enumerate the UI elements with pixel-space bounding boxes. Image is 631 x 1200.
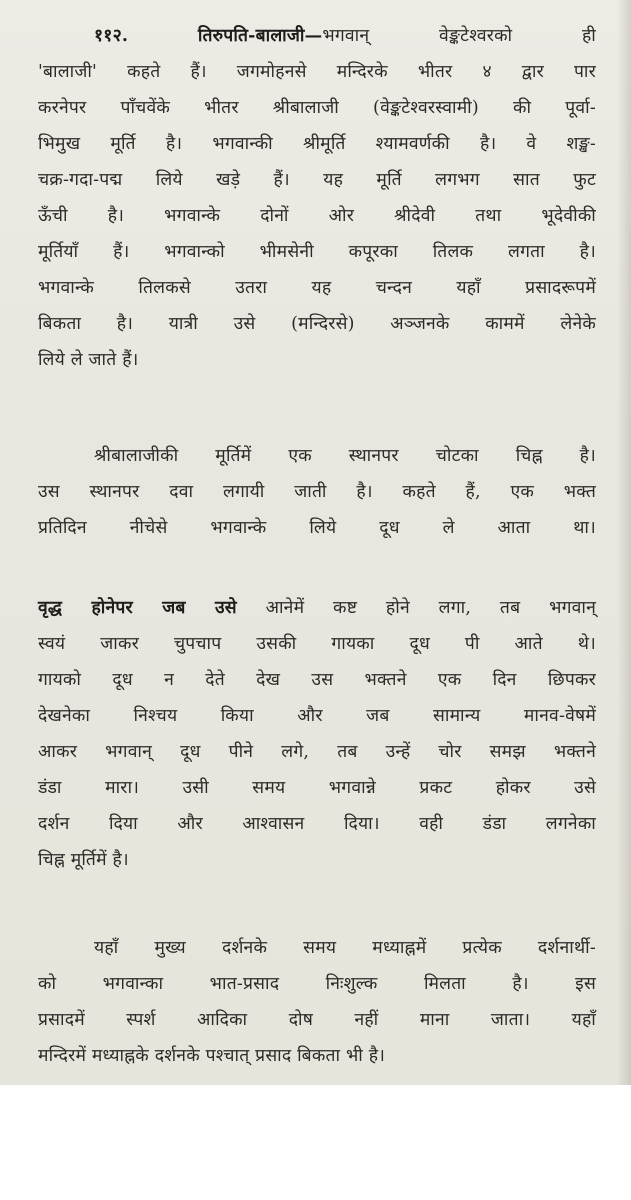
text-line: स्वयं जाकर चुपचाप उसकी गायका दूध पी आते थे। — [38, 634, 596, 654]
text-line: 'बालाजी' कहते हैं। जगमोहनसे मन्दिरके भीतर ४ द्वार पार — [38, 62, 596, 82]
text-line-content: भगवान् वेङ्कटेश्वरको ही — [322, 26, 597, 46]
text-line: भगवान्के तिलकसे उतरा यह चन्दन यहाँ प्रसादरूपमें — [38, 278, 596, 298]
text-line: करनेपर पाँचवेंके भीतर श्रीबालाजी (वेङ्कटेश्वरस्वामी) की पूर्वा- — [38, 98, 596, 118]
text-line: डंडा मारा। उसी समय भगवान्ने प्रकट होकर उसे — [38, 778, 596, 798]
section-title: तिरुपति-बालाजी— — [197, 26, 323, 46]
text-line: आकर भगवान् दूध पीने लगे, तब उन्हें चोर समझ भक्तने — [38, 742, 596, 762]
text-line-lead: वृद्ध होनेपर जब उसे — [38, 598, 237, 618]
text-line: चिह्न मूर्तिमें है। — [38, 850, 129, 870]
text-line: प्रतिदिन नीचेसे भगवान्के लिये दूध ले आता था। — [38, 518, 596, 538]
text-line: मन्दिरमें मध्याह्नके दर्शनके पश्चात् प्रसाद बिकता भी है। — [38, 1046, 386, 1066]
text-line: ऊँची है। भगवान्के दोनों ओर श्रीदेवी तथा भूदेवीकी — [38, 206, 596, 226]
text-line: दर्शन दिया और आश्वासन दिया। वही डंडा लगनेका — [38, 814, 596, 834]
text-line: उस स्थानपर दवा लगायी जाती है। कहते हैं, एक भक्त — [38, 482, 596, 502]
text-line: देखनेका निश्चय किया और जब सामान्य मानव-वेषमें — [38, 706, 596, 726]
paragraph-tirupati-balaji — [38, 18, 596, 378]
text-line — [38, 18, 596, 54]
text-line: चक्र-गदा-पद्म लिये खड़े हैं। यह मूर्ति लगभग सात फुट — [38, 170, 596, 190]
paragraph-devotee-story — [38, 590, 596, 878]
paragraph-mark-on-idol — [38, 438, 596, 546]
text-line: श्रीबालाजीकी मूर्तिमें एक स्थानपर चोटका चिह्न है। — [94, 446, 596, 466]
text-line: गायको दूध न देते देख उस भक्तने एक दिन छिपकर — [38, 670, 596, 690]
text-line: भिमुख मूर्ति है। भगवान्की श्रीमूर्ति श्यामवर्णकी है। वे शङ्ख- — [38, 134, 596, 154]
text-line: को भगवान्का भात-प्रसाद निःशुल्क मिलता है। इस — [38, 974, 596, 994]
text-line: बिकता है। यात्री उसे (मन्दिरसे) अञ्जनके काममें लेनेके — [38, 314, 596, 334]
text-line: मूर्तियाँ हैं। भगवान्को भीमसेनी कपूरका तिलक लगता है। — [38, 242, 596, 262]
text-line: लिये ले जाते हैं। — [38, 350, 139, 370]
text-line: प्रसादमें स्पर्श आदिका दोष नहीं माना जाता। यहाँ — [38, 1010, 596, 1030]
section-number: ११२. — [94, 26, 129, 46]
paragraph-prasad — [38, 930, 596, 1074]
text-line-content: आनेमें कष्ट होने लगा, तब भगवान् — [265, 598, 596, 618]
text-line — [38, 590, 596, 626]
text-line: यहाँ मुख्य दर्शनके समय मध्याह्नमें प्रत्येक दर्शनार्थी- — [94, 938, 596, 958]
